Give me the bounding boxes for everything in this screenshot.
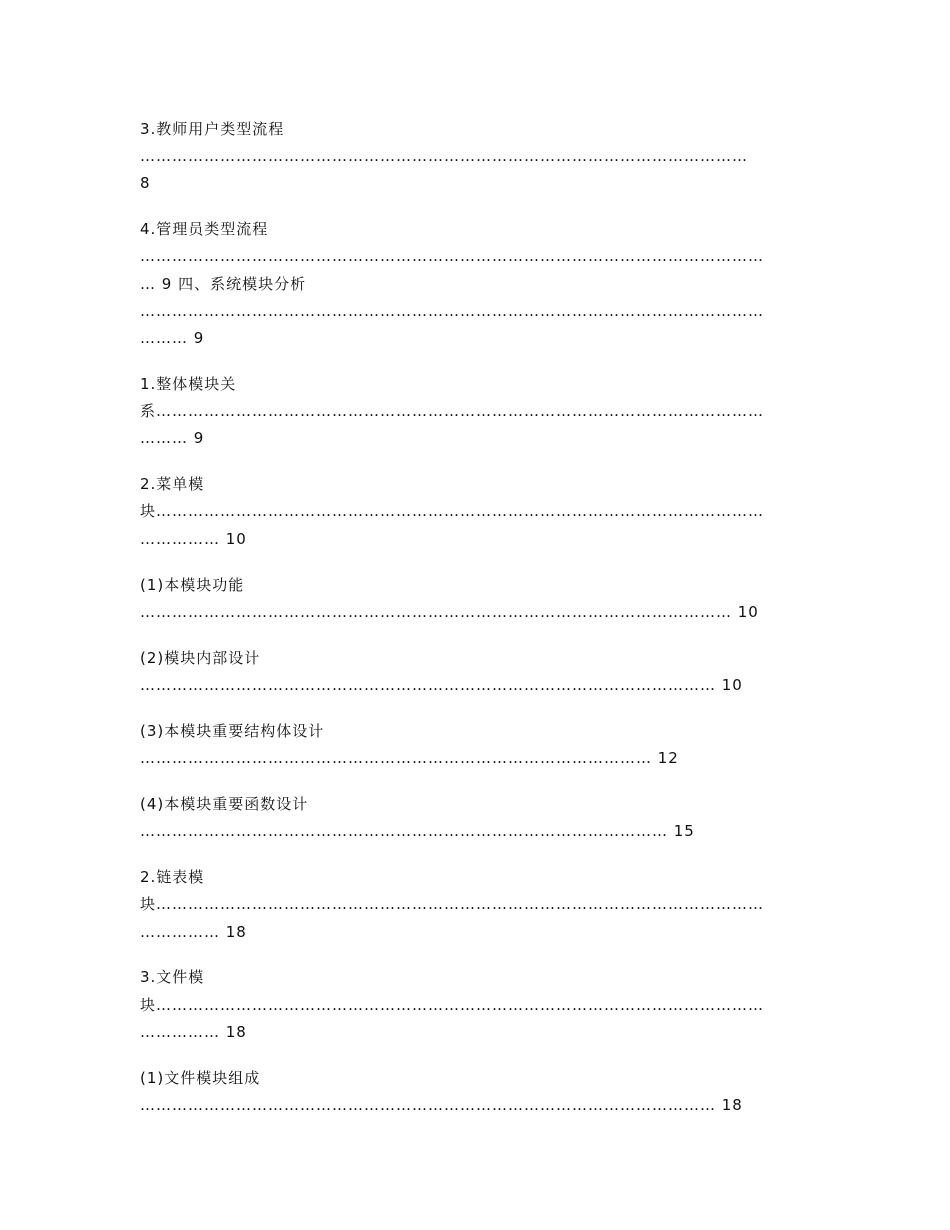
toc-entry-title: (1)本模块功能 [140, 576, 245, 594]
toc-entry-title: 2.链表模 [140, 868, 205, 886]
toc-leader-dots: 系…………………………………………………………………………………………………… [140, 402, 765, 420]
toc-leader-dots: ……………………………………………………………………………………………………… [140, 302, 764, 320]
toc-leader-dots: ……………………………………………………………………………………………… 10 [140, 676, 743, 694]
toc-page-number: …………… 18 [140, 923, 247, 941]
toc-leader-dots: 块…………………………………………………………………………………………………… [140, 502, 765, 520]
toc-page-number: 8 [140, 174, 151, 192]
toc-page-number: …………… 18 [140, 1023, 247, 1041]
toc-leader-dots: 块…………………………………………………………………………………………………… [140, 895, 765, 913]
toc-entry-title: (1)文件模块组成 [140, 1069, 261, 1087]
toc-entry-title: … 9 四、系统模块分析 [140, 275, 307, 293]
toc-page-number: ……… 9 [140, 429, 205, 447]
toc-page-number: ……… 9 [140, 329, 205, 347]
toc-page-number: …………… 10 [140, 530, 247, 548]
toc-entry-title: 3.教师用户类型流程 [140, 120, 285, 138]
toc-entry-title: 4.管理员类型流程 [140, 220, 269, 238]
toc-leader-dots: …………………………………………………………………………………………………… [140, 147, 748, 165]
toc-entry-title: 1.整体模块关 [140, 375, 237, 393]
toc-entry-title: 3.文件模 [140, 968, 205, 986]
toc-leader-dots: ……………………………………………………………………………………………… 18 [140, 1096, 743, 1114]
toc-leader-dots: 块…………………………………………………………………………………………………… [140, 996, 765, 1014]
toc-leader-dots: ……………………………………………………………………………………… 15 [140, 822, 695, 840]
toc-leader-dots: ……………………………………………………………………………………………………… [140, 247, 764, 265]
toc-entry-title: 2.菜单模 [140, 475, 205, 493]
toc-entry-title: (3)本模块重要结构体设计 [140, 722, 325, 740]
toc-leader-dots: ………………………………………………………………………………………………… 10 [140, 603, 759, 621]
toc-entry-title: (2)模块内部设计 [140, 649, 261, 667]
toc-leader-dots: …………………………………………………………………………………… 12 [140, 749, 679, 767]
toc-entry-title: (4)本模块重要函数设计 [140, 795, 309, 813]
